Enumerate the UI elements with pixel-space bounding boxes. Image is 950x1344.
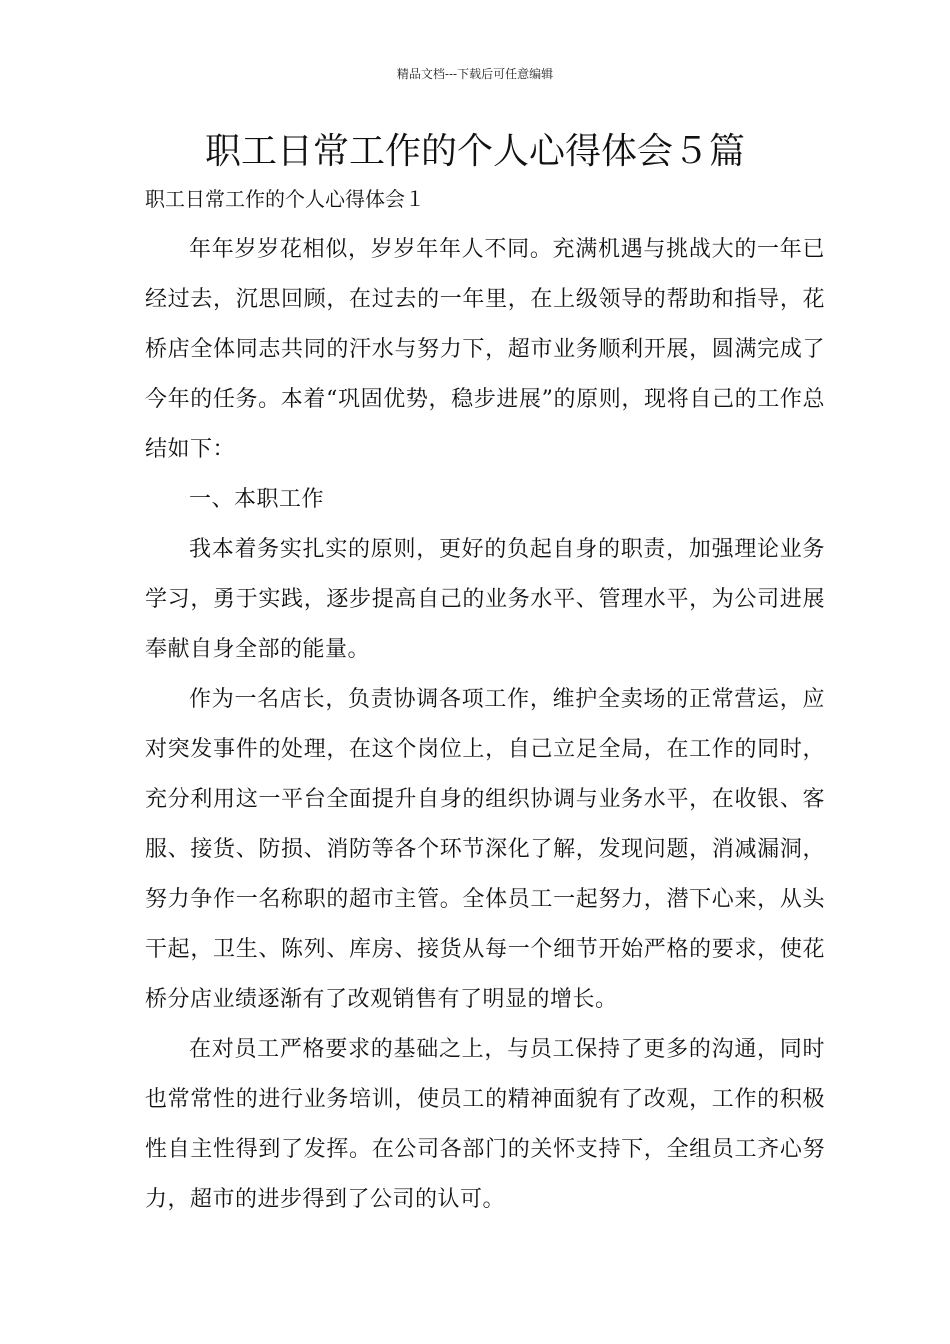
document-body: [145, 225, 825, 1225]
paragraph-staff: 在对员工严格要求的基础之上，与员工保持了更多的沟通，同时也常常性的进行业务培训，使员工的精神面貌有了改观，工作的积极性自主性得到了发挥。在公司各部门的关怀支持下，全组员工齐心努力，超市的进步得到了公司的认可。: [145, 1037, 825, 1212]
paragraph-intro: 年年岁岁花相似，岁岁年年人不同。充满机遇与挑战大的一年已经过去，沉思回顾，在过去的一年里，在上级领导的帮助和指导，花桥店全体同志共同的汗水与努力下，超市业务顺利开展，圆满完成了今年的任务。本着“巩固优势，稳步进展”的原则，现将自己的工作总结如下：: [145, 237, 825, 462]
section-subtitle: 职工日常工作的个人心得体会１: [145, 187, 425, 211]
paragraph-store-manager: 作为一名店长，负责协调各项工作，维护全卖场的正常营运，应对突发事件的处理，在这个岗位上，自己立足全局，在工作的同时，充分利用这一平台全面提升自身的组织协调与业务水平，在收银、客服、接货、防损、消防等各个环节深化了解，发现问题，消减漏洞，努力争作一名称职的超市主管。全体员工一起努力，潜下心来，从头干起，卫生、陈列、库房、接货从每一个细节开始严格的要求，使花桥分店业绩逐渐有了改观销售有了明显的增长。: [145, 687, 825, 1012]
paragraph-principle: 我本着务实扎实的原则，更好的负起自身的职责，加强理论业务学习，勇于实践，逐步提高自己的业务水平、管理水平，为公司进展奉献自身全部的能量。: [145, 537, 825, 662]
section-heading-duties: 一、本职工作: [189, 487, 325, 512]
document-title: 职工日常工作的个人心得体会５篇: [204, 131, 745, 172]
header-note: 精品文档---下载后可任意编辑: [396, 67, 554, 81]
